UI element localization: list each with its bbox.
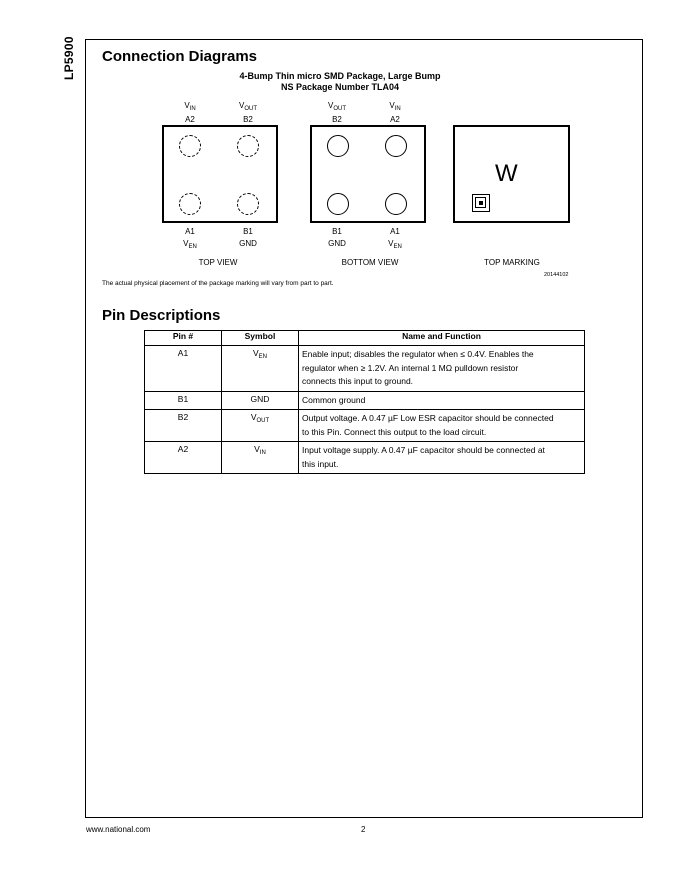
bottom-view-pin-id: B1 <box>332 227 342 236</box>
package-caption-line2: NS Package Number TLA04 <box>280 82 400 92</box>
pin-descriptions-table <box>144 330 585 474</box>
bottom-view-pin-label: $V_{OUT}$ <box>327 101 346 112</box>
column-header: Pin # <box>145 331 222 346</box>
symbol-cell: GND <box>222 391 299 410</box>
footer-website-link[interactable]: www.national.com <box>86 825 151 834</box>
figure-id: 20144102 <box>544 272 569 278</box>
top-view-label: TOP VIEW <box>198 258 238 267</box>
package-caption-line1: 4-Bump Thin micro SMD Package, Large Bump <box>239 71 441 81</box>
table-row <box>145 346 585 392</box>
bottom-view-pin-label: $V_{EN}$ <box>388 239 402 250</box>
top-view-pin-id: B1 <box>243 227 253 236</box>
bump-a1 <box>179 193 201 215</box>
bottom-view-package <box>310 125 426 223</box>
pin-cell: A1 <box>145 346 222 392</box>
top-view-pin-id: A2 <box>185 115 195 124</box>
bump-a2 <box>179 135 201 157</box>
bottom-view-pin-label: $V_{IN}$ <box>389 101 401 112</box>
top-view-package <box>162 125 278 223</box>
bump-b2 <box>327 135 349 157</box>
top-view-pin-id: A1 <box>185 227 195 236</box>
top-view-pin-id: B2 <box>243 115 253 124</box>
table-row <box>145 410 585 442</box>
function-cell: Common ground <box>299 391 585 410</box>
marking-letter: W <box>495 160 518 187</box>
table-header-row <box>145 331 585 346</box>
top-view-pin-label: $V_{OUT}$ <box>238 101 257 112</box>
side-title: LP5900 <box>62 36 76 80</box>
pin-descriptions-heading: Pin Descriptions <box>102 307 221 324</box>
bump-a1 <box>385 193 407 215</box>
function-cell: Input voltage supply. A 0.47 µF capacitor should be connected at this input. <box>299 442 585 474</box>
pin-cell: A2 <box>145 442 222 474</box>
column-header: Name and Function <box>299 331 585 346</box>
top-marking-package <box>453 125 570 223</box>
symbol-cell: $V_{EN}$ <box>222 346 299 392</box>
bottom-view-pin-id: B2 <box>332 115 342 124</box>
pin1-marker-icon <box>472 194 490 212</box>
marking-note: The actual physical placement of the package marking will vary from part to part. <box>102 280 334 287</box>
pin-cell: B1 <box>145 391 222 410</box>
bottom-view-pin-label: GND <box>328 239 346 248</box>
symbol-cell: $V_{IN}$ <box>222 442 299 474</box>
bump-b2 <box>237 135 259 157</box>
connection-diagrams-heading: Connection Diagrams <box>102 48 258 65</box>
top-marking-label: TOP MARKING <box>484 258 540 267</box>
top-view-pin-label: $V_{EN}$ <box>183 239 197 250</box>
function-cell: Output voltage. A 0.47 µF Low ESR capacitor should be connected to this Pin. Connect this output to the load circuit. <box>299 410 585 442</box>
bump-a2 <box>385 135 407 157</box>
table-row <box>145 442 585 474</box>
column-header: Symbol <box>222 331 299 346</box>
symbol-cell: $V_{OUT}$ <box>222 410 299 442</box>
bump-b1 <box>327 193 349 215</box>
bump-b1 <box>237 193 259 215</box>
function-cell: Enable input; disables the regulator when ≤ 0.4V. Enables the regulator when ≥ 1.2V. An internal 1 MΩ pulldown resistor connects this input to ground. <box>299 346 585 392</box>
top-view-pin-label: $V_{IN}$ <box>184 101 196 112</box>
footer-page-number: 2 <box>361 825 366 834</box>
pin-cell: B2 <box>145 410 222 442</box>
top-view-pin-label: GND <box>239 239 257 248</box>
bottom-view-label: BOTTOM VIEW <box>341 258 399 267</box>
bottom-view-pin-id: A1 <box>390 227 400 236</box>
table-row <box>145 391 585 410</box>
bottom-view-pin-id: A2 <box>390 115 400 124</box>
